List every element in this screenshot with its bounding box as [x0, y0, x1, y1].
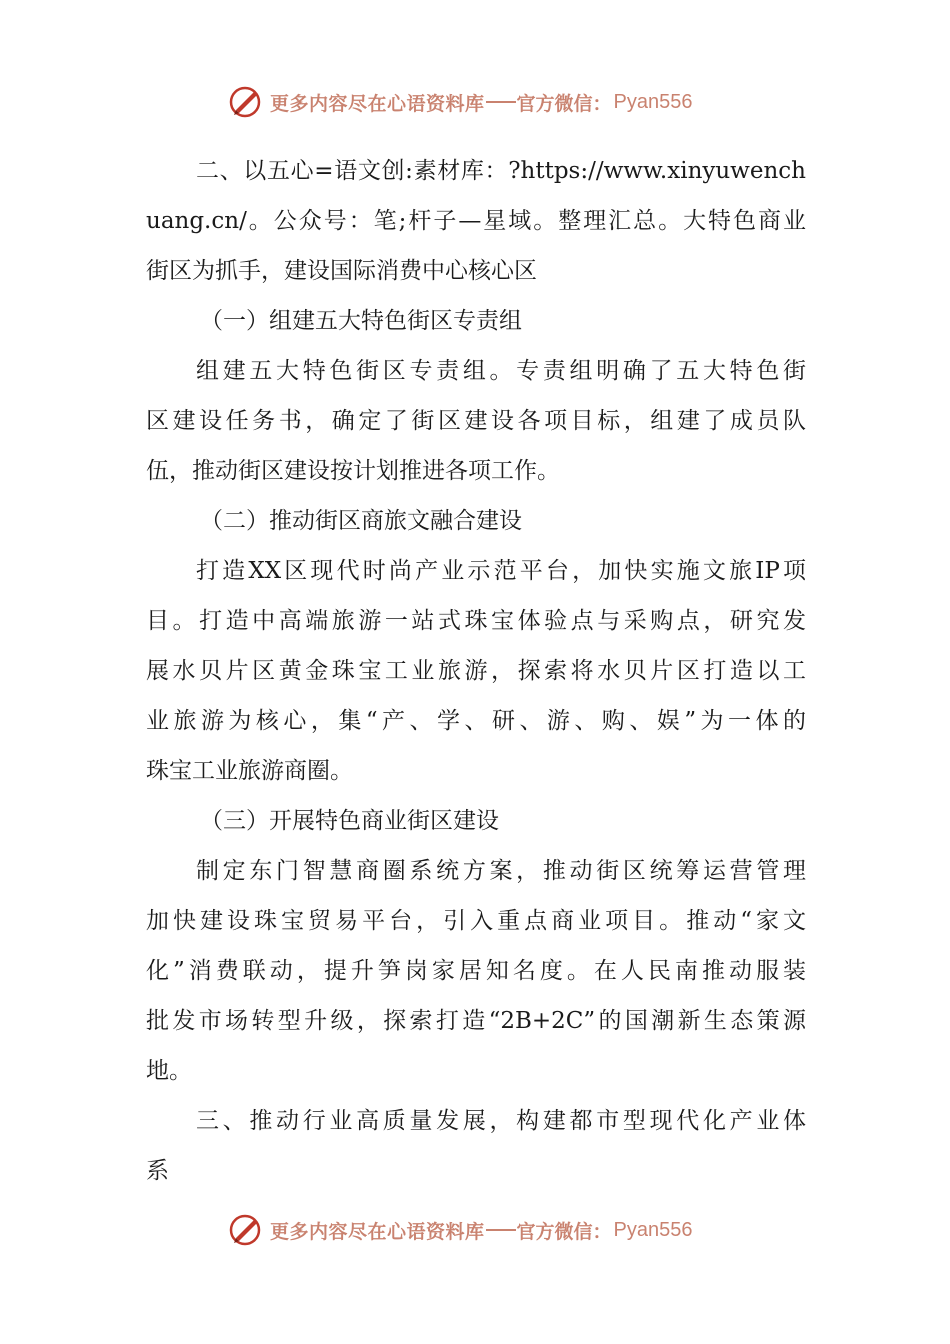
text-line: 业旅游为核心，集“产、学、研、游、购、娱”为一体的 — [146, 708, 806, 734]
header-watermark — [228, 82, 693, 122]
text-line: 区建设任务书，确定了街区建设各项目标，组建了成员队 — [146, 408, 806, 434]
section-heading: （三）开展特色商业街区建设 — [200, 808, 499, 834]
footer-watermark — [228, 1210, 693, 1250]
pen-logo-icon — [228, 1212, 264, 1248]
text-line: 街区为抓手，建设国际消费中心核心区 — [146, 258, 537, 284]
section-heading: 三、推动行业高质量发展，构建都市型现代化产业体 — [196, 1108, 806, 1134]
watermark-label: 官方微信： — [516, 92, 612, 115]
text-line: 制定东门智慧商圈系统方案，推动街区统筹运营管理 — [196, 858, 806, 884]
text-line: 化”消费联动，提升笋岗家居知名度。在人民南推动服装 — [146, 958, 806, 984]
text-line: 珠宝工业旅游商圈。 — [146, 758, 353, 784]
text-line: uang.cn/。公众号：笔;杆子—星域。整理汇总。大特色商业 — [146, 208, 806, 234]
watermark-wechat-id: Pyan556 — [613, 1218, 693, 1241]
text-line: 伍，推动街区建设按计划推进各项工作。 — [146, 458, 560, 484]
text-line: 批发市场转型升级，探索打造“2B+2C”的国潮新生态策源 — [146, 1008, 806, 1034]
watermark-wechat-id: Pyan556 — [613, 90, 693, 113]
pen-logo-icon — [228, 84, 264, 120]
watermark-dash — [486, 1229, 516, 1231]
text-line: 系 — [146, 1158, 169, 1184]
text-line: 加快建设珠宝贸易平台，引入重点商业项目。推动“家文 — [146, 908, 806, 934]
text-line: 目。打造中高端旅游一站式珠宝体验点与采购点，研究发 — [146, 608, 806, 634]
watermark-label: 官方微信： — [516, 1220, 612, 1243]
watermark-text: 更多内容尽在心语资料库 — [270, 1220, 485, 1243]
text-line: 二、以五心=语文创:素材库：?https://www.xinyuwench — [196, 158, 806, 184]
text-line: 组建五大特色街区专责组。专责组明确了五大特色街 — [196, 358, 806, 384]
text-line: 展水贝片区黄金珠宝工业旅游，探索将水贝片区打造以工 — [146, 658, 806, 684]
text-line: 打造XX区现代时尚产业示范平台，加快实施文旅IP项 — [196, 558, 806, 584]
document-body — [146, 146, 806, 1196]
section-heading: （二）推动街区商旅文融合建设 — [200, 508, 522, 534]
watermark-text: 更多内容尽在心语资料库 — [270, 92, 485, 115]
watermark-dash — [486, 101, 516, 103]
section-heading: （一）组建五大特色街区专责组 — [200, 308, 522, 334]
text-line: 地。 — [146, 1058, 192, 1084]
